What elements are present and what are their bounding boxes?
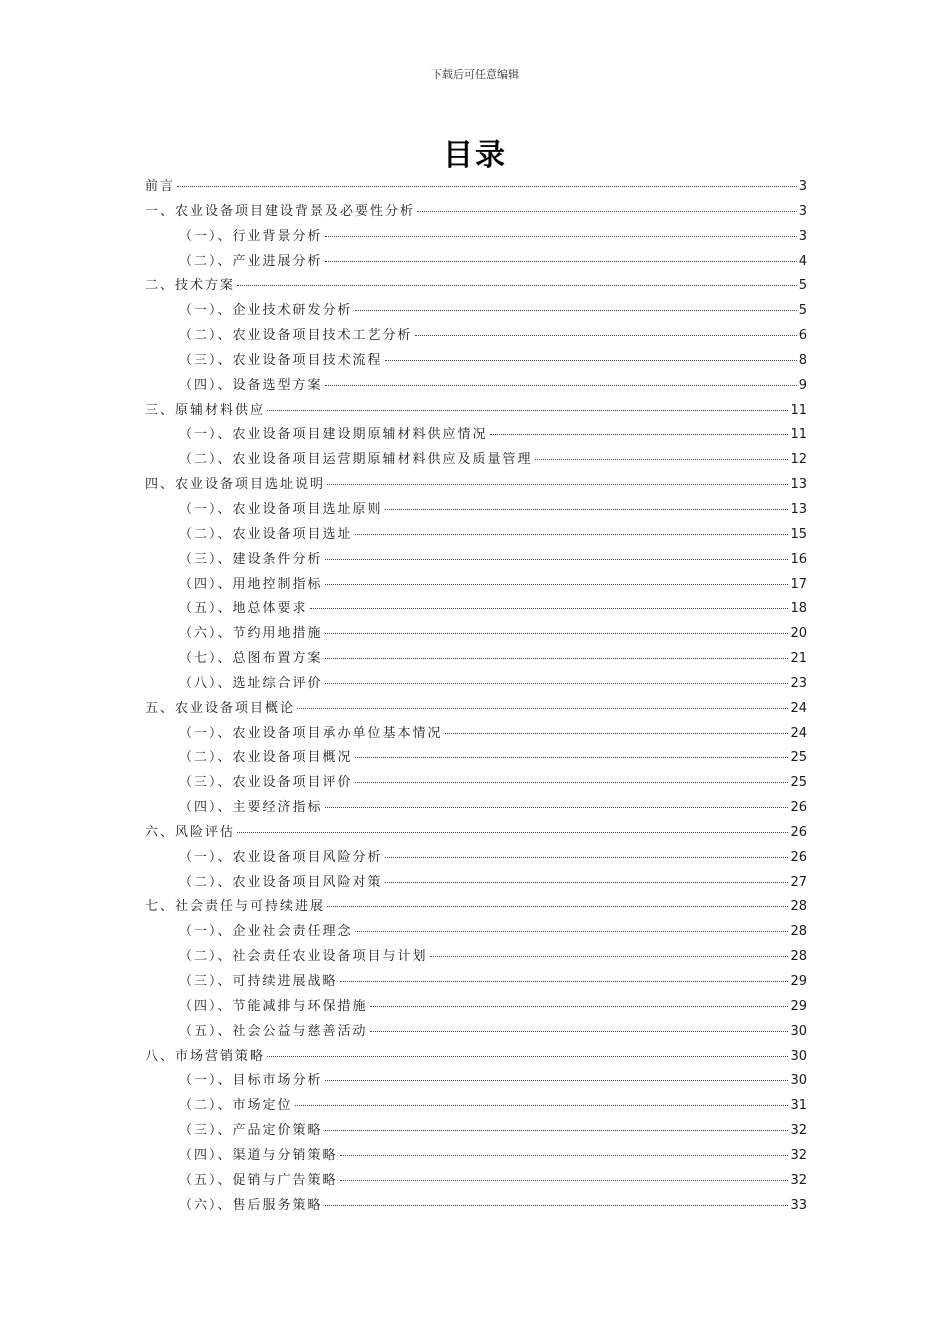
toc-entry-label: （四）、节能减排与环保措施	[179, 998, 368, 1014]
toc-entry-label: （一）、目标市场分析	[179, 1073, 323, 1089]
toc-entry[interactable]	[145, 473, 807, 498]
toc-leader-dots	[445, 733, 789, 734]
toc-entry-label: （三）、农业设备项目评价	[179, 775, 353, 791]
toc-leader-dots	[325, 1130, 789, 1131]
table-of-contents	[145, 175, 807, 1218]
toc-entry[interactable]	[145, 1194, 807, 1219]
toc-entry[interactable]	[145, 1020, 807, 1045]
toc-leader-dots	[327, 906, 788, 907]
toc-entry[interactable]	[145, 448, 807, 473]
toc-entry-label: （一）、行业背景分析	[179, 228, 323, 244]
page-header: 下载后可任意编辑	[431, 68, 519, 81]
toc-leader-dots	[535, 459, 789, 460]
toc-leader-dots	[370, 1031, 789, 1032]
toc-entry-page-number: 8	[798, 352, 807, 368]
toc-leader-dots	[310, 608, 789, 609]
toc-leader-dots	[355, 534, 789, 535]
toc-entry[interactable]	[145, 995, 807, 1020]
toc-entry[interactable]	[145, 746, 807, 771]
toc-entry-label: （八）、选址综合评价	[179, 675, 323, 691]
toc-entry-page-number: 16	[790, 551, 807, 567]
toc-entry[interactable]	[145, 821, 807, 846]
toc-entry-page-number: 24	[790, 725, 807, 741]
toc-entry-page-number: 30	[790, 1073, 807, 1089]
toc-entry[interactable]	[145, 771, 807, 796]
toc-entry-label: （二）、农业设备项目风险对策	[179, 874, 383, 890]
toc-entry[interactable]	[145, 374, 807, 399]
toc-entry-page-number: 3	[798, 203, 807, 219]
toc-entry-page-number: 4	[798, 253, 807, 269]
toc-leader-dots	[385, 857, 789, 858]
toc-entry[interactable]	[145, 250, 807, 275]
toc-leader-dots	[325, 1205, 789, 1206]
toc-entry[interactable]	[145, 299, 807, 324]
toc-entry-label: （五）、促销与广告策略	[179, 1172, 338, 1188]
toc-entry-label: 四、农业设备项目选址说明	[145, 477, 326, 493]
toc-entry[interactable]	[145, 523, 807, 548]
toc-entry-page-number: 17	[790, 576, 807, 592]
toc-entry-label: （一）、企业技术研发分析	[179, 303, 353, 319]
toc-entry-page-number: 13	[790, 501, 807, 517]
toc-entry-label: （三）、建设条件分析	[179, 551, 323, 567]
toc-entry[interactable]	[145, 1094, 807, 1119]
toc-entry[interactable]	[145, 423, 807, 448]
toc-leader-dots	[325, 385, 797, 386]
toc-entry-label: 六、风险评估	[145, 824, 236, 840]
toc-entry[interactable]	[145, 846, 807, 871]
toc-leader-dots	[295, 1105, 789, 1106]
toc-entry-label: （二）、产业进展分析	[179, 253, 323, 269]
toc-entry-label: （二）、农业设备项目选址	[179, 526, 353, 542]
toc-leader-dots	[297, 708, 788, 709]
toc-entry[interactable]	[145, 175, 807, 200]
toc-entry-label: （一）、农业设备项目选址原则	[179, 501, 383, 517]
toc-entry[interactable]	[145, 1069, 807, 1094]
toc-entry[interactable]	[145, 871, 807, 896]
toc-leader-dots	[237, 285, 797, 286]
toc-entry-page-number: 28	[790, 899, 807, 915]
toc-entry-page-number: 24	[790, 700, 807, 716]
toc-leader-dots	[490, 434, 789, 435]
toc-entry-page-number: 26	[790, 800, 807, 816]
toc-entry-label: （五）、社会公益与慈善活动	[179, 1023, 368, 1039]
toc-entry-page-number: 3	[798, 228, 807, 244]
toc-leader-dots	[340, 981, 789, 982]
toc-entry[interactable]	[145, 920, 807, 945]
toc-leader-dots	[237, 832, 788, 833]
toc-entry-label: 二、技术方案	[145, 278, 236, 294]
toc-leader-dots	[325, 807, 789, 808]
toc-entry[interactable]	[145, 1169, 807, 1194]
toc-leader-dots	[385, 509, 789, 510]
toc-entry-label: （六）、节约用地措施	[179, 626, 323, 642]
toc-entry[interactable]	[145, 498, 807, 523]
toc-entry-page-number: 6	[798, 328, 807, 344]
toc-entry-label: （二）、市场定位	[179, 1098, 293, 1114]
toc-entry[interactable]	[145, 647, 807, 672]
toc-entry-label: （二）、农业设备项目技术工艺分析	[179, 328, 413, 344]
toc-entry-page-number: 33	[790, 1197, 807, 1213]
toc-entry-label: （三）、产品定价策略	[179, 1123, 323, 1139]
toc-entry[interactable]	[145, 796, 807, 821]
toc-leader-dots	[385, 360, 797, 361]
toc-entry-label: 一、农业设备项目建设背景及必要性分析	[145, 203, 416, 219]
toc-entry-page-number: 3	[798, 179, 807, 194]
toc-entry-label: （二）、农业设备项目概况	[179, 750, 353, 766]
toc-entry-label: （四）、主要经济指标	[179, 800, 323, 816]
toc-entry-label: （三）、农业设备项目技术流程	[179, 352, 383, 368]
toc-entry-page-number: 11	[790, 427, 807, 443]
toc-entry-page-number: 9	[798, 377, 807, 393]
toc-leader-dots	[340, 1155, 789, 1156]
toc-leader-dots	[327, 484, 788, 485]
toc-entry-page-number: 27	[790, 874, 807, 890]
toc-entry[interactable]	[145, 274, 807, 299]
toc-entry-page-number: 25	[790, 750, 807, 766]
toc-entry[interactable]	[145, 722, 807, 747]
toc-entry-label: （三）、可持续进展战略	[179, 974, 338, 989]
toc-entry-page-number: 12	[790, 452, 807, 468]
toc-leader-dots	[355, 310, 797, 311]
toc-entry-label: （四）、设备选型方案	[179, 377, 323, 393]
toc-entry-page-number: 25	[790, 775, 807, 791]
toc-entry-page-number: 32	[790, 1147, 807, 1163]
toc-entry-label: （七）、总图布置方案	[179, 651, 323, 667]
toc-entry[interactable]	[145, 622, 807, 647]
toc-entry[interactable]	[145, 200, 807, 225]
toc-entry-label: （六）、售后服务策略	[179, 1197, 323, 1213]
toc-entry-label: （一）、农业设备项目建设期原辅材料供应情况	[179, 427, 488, 443]
toc-entry[interactable]	[145, 597, 807, 622]
toc-entry[interactable]	[145, 1119, 807, 1144]
toc-leader-dots	[177, 186, 797, 187]
toc-entry-page-number: 21	[790, 651, 807, 667]
toc-entry[interactable]	[145, 349, 807, 374]
toc-entry-label: （四）、渠道与分销策略	[179, 1147, 338, 1163]
toc-entry[interactable]	[145, 1144, 807, 1169]
toc-entry[interactable]	[145, 324, 807, 349]
toc-entry-label: （一）、农业设备项目风险分析	[179, 849, 383, 865]
toc-entry-label: （一）、农业设备项目承办单位基本情况	[179, 725, 443, 741]
toc-entry[interactable]	[145, 895, 807, 920]
toc-leader-dots	[267, 410, 788, 411]
toc-entry-label: 八、市场营销策略	[145, 1048, 266, 1064]
toc-entry-label: （二）、社会责任农业设备项目与计划	[179, 949, 428, 965]
toc-leader-dots	[370, 1006, 789, 1007]
toc-leader-dots	[325, 1080, 789, 1081]
toc-leader-dots	[325, 584, 789, 585]
toc-leader-dots	[430, 956, 789, 957]
toc-leader-dots	[325, 633, 789, 634]
toc-entry[interactable]	[145, 573, 807, 598]
toc-leader-dots	[340, 1180, 789, 1181]
toc-entry-page-number: 13	[790, 477, 807, 493]
toc-entry-page-number: 29	[790, 974, 807, 989]
toc-leader-dots	[325, 236, 797, 237]
toc-entry[interactable]	[145, 970, 807, 995]
toc-entry-page-number: 5	[798, 278, 807, 294]
toc-entry-label: （五）、地总体要求	[179, 601, 308, 617]
toc-entry-page-number: 20	[790, 626, 807, 642]
toc-entry-page-number: 26	[790, 824, 807, 840]
toc-entry[interactable]	[145, 945, 807, 970]
toc-entry-label: 五、农业设备项目概论	[145, 700, 296, 716]
toc-leader-dots	[355, 782, 789, 783]
toc-entry-page-number: 5	[798, 303, 807, 319]
toc-leader-dots	[325, 261, 797, 262]
toc-entry-page-number: 32	[790, 1172, 807, 1188]
toc-entry-page-number: 30	[790, 1023, 807, 1039]
toc-entry[interactable]	[145, 548, 807, 573]
toc-entry[interactable]	[145, 399, 807, 424]
toc-entry-page-number: 32	[790, 1123, 807, 1139]
toc-entry[interactable]	[145, 225, 807, 250]
toc-entry-page-number: 11	[790, 402, 807, 418]
toc-entry-page-number: 28	[790, 924, 807, 940]
toc-entry-page-number: 31	[790, 1098, 807, 1114]
toc-entry-label: 前言	[145, 179, 176, 194]
toc-leader-dots	[415, 335, 797, 336]
toc-entry-page-number: 28	[790, 949, 807, 965]
toc-entry[interactable]	[145, 1045, 807, 1070]
page-title: 目录	[443, 138, 507, 173]
toc-entry-label: 三、原辅材料供应	[145, 402, 266, 418]
toc-entry[interactable]	[145, 672, 807, 697]
toc-entry-label: （一）、企业社会责任理念	[179, 924, 353, 940]
toc-entry-label: （二）、农业设备项目运营期原辅材料供应及质量管理	[179, 452, 533, 468]
toc-leader-dots	[325, 683, 789, 684]
toc-entry-label: （四）、用地控制指标	[179, 576, 323, 592]
toc-leader-dots	[417, 211, 797, 212]
toc-entry-page-number: 15	[790, 526, 807, 542]
toc-entry-page-number: 29	[790, 998, 807, 1014]
toc-entry-page-number: 30	[790, 1048, 807, 1064]
toc-entry-label: 七、社会责任与可持续进展	[145, 899, 326, 915]
toc-leader-dots	[355, 931, 789, 932]
toc-leader-dots	[355, 757, 789, 758]
toc-leader-dots	[325, 658, 789, 659]
toc-entry-page-number: 18	[790, 601, 807, 617]
toc-leader-dots	[385, 882, 789, 883]
toc-entry-page-number: 23	[790, 675, 807, 691]
toc-leader-dots	[267, 1056, 788, 1057]
toc-entry-page-number: 26	[790, 849, 807, 865]
toc-entry[interactable]	[145, 697, 807, 722]
toc-leader-dots	[325, 559, 789, 560]
